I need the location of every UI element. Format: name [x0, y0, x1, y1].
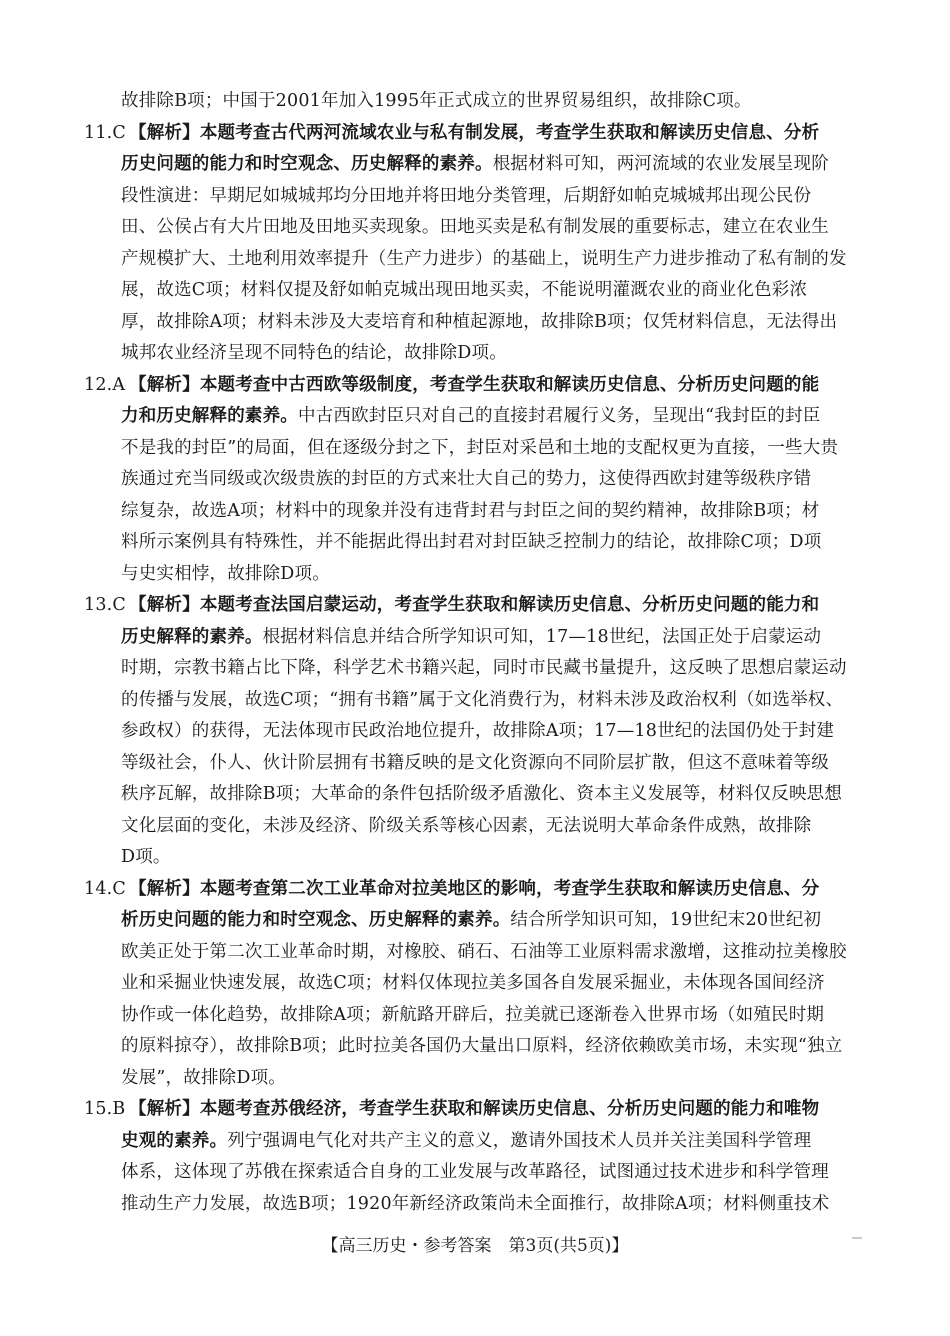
answer-item-line — [84, 779, 874, 811]
explanation-text: 料所示案例具有特殊性，并不能据此得出封君对封臣缺乏控制力的结论，故排除C项；D项 — [121, 532, 822, 552]
analysis-tag: 【解析】 — [129, 878, 200, 899]
explanation-text: 协作或一体化趋势，故排除A项；新航路开辟后，拉美就已逐渐卷入世界市场（如殖民时期 — [121, 1004, 825, 1025]
bold-summary-text: 析历史问题的能力和时空观念、历史解释的素养。 — [121, 910, 511, 930]
bold-summary-text: 本题考查苏俄经济，考查学生获取和解读历史信息、分析历史问题的能力和唯物 — [199, 1099, 820, 1119]
answer-item-line — [84, 464, 874, 496]
answer-number: 13.C — [84, 595, 127, 615]
explanation-text: 产规模扩大、土地利用效率提升（生产力进步）的基础上，说明生产力进步推动了私有制的发 — [121, 248, 847, 269]
analysis-tag: 【解析】 — [129, 1099, 200, 1119]
explanation-text: 不是我的封臣”的局面，但在逐级分封之下，封臣对采邑和土地的支配权更为直接，一些大贵 — [121, 437, 839, 458]
explanation-text: 文化层面的变化，未涉及经济、阶级关系等核心因素，无法说明大革命条件成熟，故排除 — [121, 815, 812, 836]
explanation-text: 秩序瓦解，故排除B项；大革命的条件包括阶级矛盾激化、资本主义发展等，材料仅反映思想 — [121, 784, 843, 804]
bold-summary-text: 史观的素养。 — [121, 1130, 228, 1151]
explanation-text: 段性演进：早期尼如城城邦均分田地并将田地分类管理，后期舒如帕克城城邦出现公民份 — [121, 185, 812, 206]
explanation-text: 参政权）的获得，无法体现市民政治地位提升，故排除A项；17—18世纪的法国仍处于封建 — [121, 721, 835, 741]
explanation-text: 中古西欧封臣只对自己的直接封君履行义务，呈现出“我封臣的封臣 — [298, 406, 821, 426]
answer-item-line — [84, 181, 874, 213]
previous-answer-tail: 故排除B项；中国于2001年加入1995年正式成立的世界贸易组织，故排除C项。 — [121, 91, 752, 111]
answer-content — [84, 86, 874, 1220]
explanation-text: 业和采掘业快速发展，故选C项；材料仅体现拉美多国各自发展采掘业，未体现各国间经济 — [121, 973, 825, 993]
answer-item-line — [84, 559, 874, 591]
answer-item-header — [84, 874, 874, 906]
answer-item-line — [84, 401, 874, 433]
bold-summary-text: 历史解释的素养。 — [121, 626, 263, 647]
answer-item-line — [84, 338, 874, 370]
answer-item-line — [84, 716, 874, 748]
bold-summary-text: 本题考查古代两河流域农业与私有制发展，考查学生获取和解读历史信息、分析 — [199, 122, 820, 143]
explanation-text: 族通过充当同级或次级贵族的封臣的方式来壮大自己的势力，这使得西欧封建等级秩序错 — [121, 469, 812, 489]
bold-summary-text: 本题考查中古西欧等级制度，考查学生获取和解读历史信息、分析历史问题的能 — [199, 374, 820, 395]
answer-item-line — [84, 811, 874, 843]
answer-item-line — [84, 307, 874, 339]
answer-item-line — [84, 496, 874, 528]
explanation-text: 厚，故排除A项；材料未涉及大麦培育和种植起源地，故排除B项；仅凭材料信息，无法得出 — [121, 311, 838, 332]
answer-item-line — [84, 968, 874, 1000]
scan-mark — [852, 1237, 862, 1239]
explanation-text: 的传播与发展，故选C项；“拥有书籍”属于文化消费行为，材料未涉及政治权利（如选举权、 — [121, 689, 844, 710]
answer-item-header — [84, 590, 874, 622]
answer-number: 15.B — [84, 1099, 126, 1119]
answer-item-line — [84, 1063, 874, 1095]
explanation-text: D项。 — [121, 847, 171, 867]
answer-item-line — [84, 842, 874, 874]
bold-summary-text: 本题考查法国启蒙运动，考查学生获取和解读历史信息、分析历史问题的能力和 — [199, 595, 820, 615]
explanation-text: 推动生产力发展，故选B项；1920年新经济政策尚未全面推行，故排除A项；材料侧重技术 — [121, 1193, 830, 1214]
explanation-text: 与史实相悖，故排除D项。 — [121, 563, 330, 584]
explanation-text: 时期，宗教书籍占比下降，科学艺术书籍兴起，同时市民藏书量提升，这反映了思想启蒙运动 — [121, 658, 847, 678]
answer-item-line — [84, 685, 874, 717]
answer-item-line — [84, 653, 874, 685]
bold-summary-text: 历史问题的能力和时空观念、历史解释的素养。 — [121, 154, 493, 174]
answer-item-line — [84, 244, 874, 276]
explanation-text: 等级社会，仆人、伙计阶层拥有书籍反映的是文化资源向不同阶层扩散，但这不意味着等级 — [121, 752, 829, 773]
bold-summary-text: 力和历史解释的素养。 — [121, 406, 298, 426]
page-footer: 【高三历史・参考答案 第3页(共5页)】 — [321, 1236, 629, 1256]
answer-item-line — [84, 212, 874, 244]
answer-item-line — [84, 937, 874, 969]
explanation-text: 的原料掠夺），故排除B项；此时拉美各国仍大量出口原料，经济依赖欧美市场，未实现“独立 — [121, 1036, 843, 1056]
answer-item-line — [84, 527, 874, 559]
explanation-text: 根据材料可知，两河流域的农业发展呈现阶 — [492, 154, 830, 174]
answer-number: 14.C — [84, 878, 127, 899]
answer-item-line — [84, 1031, 874, 1063]
answer-item-line — [84, 905, 874, 937]
explanation-text: 欧美正处于第二次工业革命时期，对橡胶、硝石、石油等工业原料需求激增，这推动拉美橡胶 — [121, 941, 847, 962]
answer-item-line — [84, 1000, 874, 1032]
explanation-text: 结合所学知识可知，19世纪末20世纪初 — [510, 910, 822, 930]
answer-item-line — [84, 622, 874, 654]
explanation-text: 体系，这体现了苏俄在探索适合自身的工业发展与改革路径，试图通过技术进步和科学管理 — [121, 1162, 829, 1182]
explanation-text: 田、公侯占有大片田地及田地买卖现象。田地买卖是私有制发展的重要标志，建立在农业生 — [121, 217, 829, 237]
answer-item-line — [84, 1157, 874, 1189]
answer-item-line — [84, 1189, 874, 1221]
answer-item-header — [84, 1094, 874, 1126]
answer-number: 12.A — [84, 374, 126, 395]
explanation-text: 列宁强调电气化对共产主义的意义，邀请外国技术人员并关注美国科学管理 — [227, 1130, 812, 1151]
bold-summary-text: 本题考查第二次工业革命对拉美地区的影响，考查学生获取和解读历史信息、分 — [199, 878, 820, 899]
explanation-text: 根据材料信息并结合所学知识可知，17—18世纪，法国正处于启蒙运动 — [262, 626, 822, 647]
explanation-text: 发展”，故排除D项。 — [121, 1067, 286, 1088]
answer-item-line — [84, 1126, 874, 1158]
explanation-text: 展，故选C项；材料仅提及舒如帕克城出现田地买卖，不能说明灌溉农业的商业化色彩浓 — [121, 280, 808, 300]
answer-item-line — [84, 748, 874, 780]
analysis-tag: 【解析】 — [129, 374, 200, 395]
answer-item-header — [84, 118, 874, 150]
explanation-text: 综复杂，故选A项；材料中的现象并没有违背封君与封臣之间的契约精神，故排除B项；材 — [121, 500, 820, 521]
analysis-tag: 【解析】 — [129, 122, 200, 143]
answer-item-line — [84, 433, 874, 465]
answer-number: 11.C — [84, 122, 127, 143]
explanation-text: 城邦农业经济呈现不同特色的结论，故排除D项。 — [121, 343, 507, 363]
answer-item-header — [84, 370, 874, 402]
answer-item-line — [84, 149, 874, 181]
analysis-tag: 【解析】 — [129, 595, 200, 615]
answer-item-line — [84, 275, 874, 307]
